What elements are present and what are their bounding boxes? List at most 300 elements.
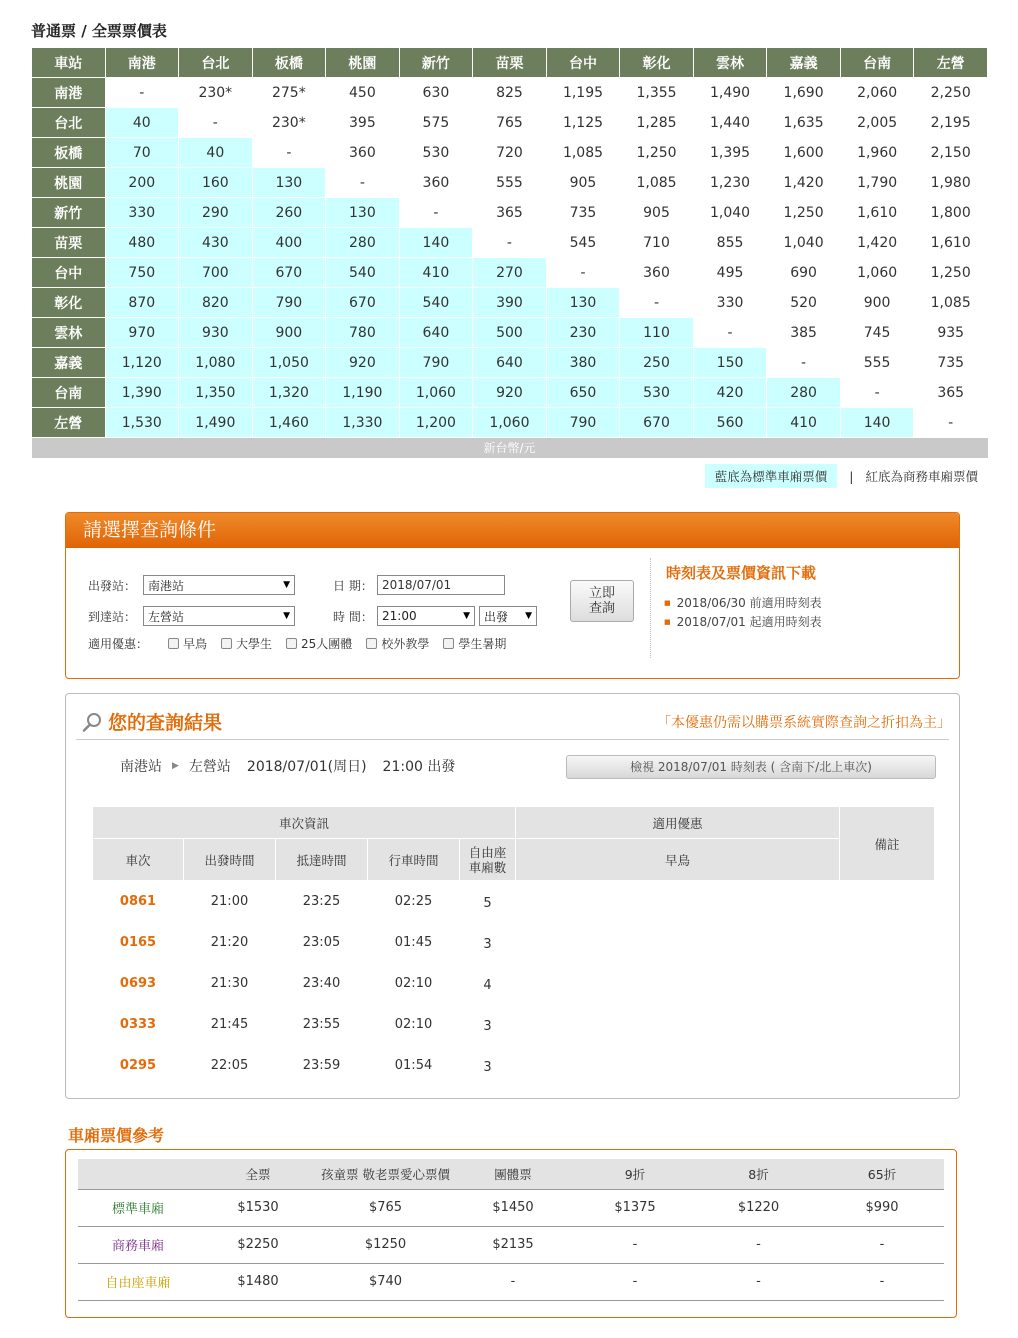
fare-cell: 905: [546, 168, 620, 198]
fare-cell: 495: [693, 258, 767, 288]
train-number[interactable]: 0693: [119, 975, 157, 991]
matrix-col-header: 桃園: [326, 48, 400, 78]
fare-cell: 1,085: [546, 138, 620, 168]
route-depart: 21:00 出發: [382, 759, 456, 775]
results-note: 「本優惠仍需以購票系統實際查詢之折扣為主」: [657, 715, 951, 731]
legend-business: 紅底為商務車廂票價: [865, 469, 978, 484]
fare-cell: 2,250: [914, 78, 988, 108]
car-fares-title: 車廂票價參考: [68, 1126, 165, 1145]
fare-cell: 260: [252, 198, 326, 228]
fare-cell: 1,195: [546, 78, 620, 108]
header-early-bird: 早鳥: [516, 839, 840, 881]
header-note: 備註: [840, 807, 935, 881]
early-bird-cell: [516, 881, 840, 922]
fare-cell: 735: [546, 198, 620, 228]
download-list: [664, 594, 822, 632]
fare-cell: 480: [105, 228, 179, 258]
car-fare-value: $2250: [198, 1226, 318, 1263]
fare-cell: -: [840, 378, 914, 408]
fare-cell: -: [179, 108, 253, 138]
results-title: [82, 708, 222, 735]
download-link[interactable]: ■ 2018/07/01 起適用時刻表: [664, 613, 822, 632]
fare-cell: 560: [693, 408, 767, 438]
car-fare-row: [78, 1226, 944, 1263]
fare-cell: 900: [840, 288, 914, 318]
car-fare-header: 團體票: [453, 1159, 573, 1189]
note-cell: [840, 881, 935, 922]
matrix-row-header: 桃園: [32, 168, 106, 198]
fare-cell: 1,420: [840, 228, 914, 258]
matrix-row-header: 板橋: [32, 138, 106, 168]
search-button[interactable]: [570, 580, 634, 622]
fare-cell: 650: [546, 378, 620, 408]
free-seat-cars: 3: [483, 936, 492, 952]
fare-cell: 1,250: [914, 258, 988, 288]
fare-cell: 1,060: [399, 378, 473, 408]
fare-cell: -: [620, 288, 694, 318]
car-fare-value: $1220: [697, 1189, 820, 1226]
car-type: 自由座車廂: [78, 1263, 198, 1300]
view-timetable-button[interactable]: 檢視 2018/07/01 時刻表 ( 含南下/北上車次): [566, 755, 936, 779]
fare-cell: 750: [105, 258, 179, 288]
discount-option[interactable]: [443, 635, 506, 652]
fare-cell: 905: [620, 198, 694, 228]
arrive-time: 23:40: [302, 975, 341, 991]
fare-cell: 540: [326, 258, 400, 288]
travel-time: 01:54: [394, 1057, 433, 1073]
fare-cell: 40: [179, 138, 253, 168]
fare-cell: 1,060: [840, 258, 914, 288]
header-arrive: 抵達時間: [276, 839, 368, 881]
discount-checkbox[interactable]: [443, 638, 454, 649]
car-fare-value: -: [573, 1263, 697, 1300]
search-button-line2: 查詢: [588, 601, 615, 616]
train-row[interactable]: [93, 881, 935, 922]
chevron-down-icon: ▼: [283, 580, 290, 590]
train-row[interactable]: [93, 1004, 935, 1045]
fare-cell: 710: [620, 228, 694, 258]
discount-option[interactable]: [221, 635, 272, 652]
divider: [76, 739, 949, 740]
chevron-down-icon: ▼: [283, 611, 290, 621]
car-type: 商務車廂: [78, 1226, 198, 1263]
fare-cell: 1,125: [546, 108, 620, 138]
to-station-value: 左營站: [148, 609, 185, 624]
fare-cell: 1,200: [399, 408, 473, 438]
fare-cell: 640: [473, 348, 547, 378]
fare-cell: 130: [252, 168, 326, 198]
fare-cell: 230*: [179, 78, 253, 108]
fare-cell: 1,390: [105, 378, 179, 408]
train-number[interactable]: 0295: [119, 1057, 157, 1073]
matrix-row-header: 左營: [32, 408, 106, 438]
fare-cell: -: [914, 408, 988, 438]
fare-cell: 640: [399, 318, 473, 348]
matrix-row-header: 彰化: [32, 288, 106, 318]
fare-cell: 630: [399, 78, 473, 108]
depart-time: 21:30: [210, 975, 249, 991]
car-fare-header: 9折: [573, 1159, 697, 1189]
matrix-col-header: 台南: [840, 48, 914, 78]
early-bird-cell: [516, 1045, 840, 1086]
free-seat-cars: 3: [483, 1059, 492, 1075]
fare-cell: 1,980: [914, 168, 988, 198]
fare-cell: -: [693, 318, 767, 348]
matrix-col-header: 嘉義: [767, 48, 841, 78]
fare-cell: 530: [620, 378, 694, 408]
date-input[interactable]: 2018/07/01: [377, 575, 505, 595]
fare-cell: 855: [693, 228, 767, 258]
note-cell: [840, 963, 935, 1004]
fare-cell: 520: [767, 288, 841, 318]
fare-cell: 700: [179, 258, 253, 288]
train-row[interactable]: [93, 963, 935, 1004]
fare-cell: -: [326, 168, 400, 198]
fare-cell: 1,490: [179, 408, 253, 438]
fare-cell: 735: [914, 348, 988, 378]
fare-cell: 430: [179, 228, 253, 258]
matrix-row-header: 嘉義: [32, 348, 106, 378]
fare-cell: 1,960: [840, 138, 914, 168]
discount-checkbox[interactable]: [286, 638, 297, 649]
matrix-col-header: 苗栗: [473, 48, 547, 78]
car-fare-row: [78, 1263, 944, 1300]
matrix-row-header: 台南: [32, 378, 106, 408]
matrix-row-header: 苗栗: [32, 228, 106, 258]
fare-cell: 270: [473, 258, 547, 288]
matrix-col-header: 彰化: [620, 48, 694, 78]
fare-cell: 360: [620, 258, 694, 288]
fare-cell: 575: [399, 108, 473, 138]
fare-cell: 1,610: [914, 228, 988, 258]
fare-cell: 555: [840, 348, 914, 378]
fare-cell: 1,120: [105, 348, 179, 378]
fare-cell: 70: [105, 138, 179, 168]
fare-cell: 365: [473, 198, 547, 228]
matrix-row: [32, 198, 988, 228]
fare-cell: 230: [546, 318, 620, 348]
fare-cell: 790: [252, 288, 326, 318]
car-fare-value: $1480: [198, 1263, 318, 1300]
direction-value: 出發: [484, 609, 509, 624]
arrive-time: 23:25: [302, 893, 341, 909]
query-panel-header: 請選擇查詢條件: [66, 513, 959, 548]
header-free-seat-line2: 車廂數: [468, 859, 507, 875]
fare-cell: 820: [179, 288, 253, 318]
matrix-header-row: [32, 48, 988, 78]
fare-cell: 935: [914, 318, 988, 348]
train-row[interactable]: [93, 922, 935, 963]
chevron-down-icon: ▼: [525, 611, 532, 621]
fare-cell: 230*: [252, 108, 326, 138]
arrive-time: 23:55: [302, 1016, 341, 1032]
fare-cell: 330: [105, 198, 179, 228]
fare-cell: 1,050: [252, 348, 326, 378]
train-row[interactable]: [93, 1045, 935, 1086]
car-fare-value: -: [453, 1263, 573, 1300]
fare-cell: -: [399, 198, 473, 228]
discount-checkbox[interactable]: [366, 638, 377, 649]
fare-cell: 720: [473, 138, 547, 168]
fare-cell: 280: [326, 228, 400, 258]
depart-time: 21:00: [210, 893, 249, 909]
matrix-row: [32, 378, 988, 408]
from-label: 出發站：: [88, 578, 137, 593]
matrix-col-header: 台中: [546, 48, 620, 78]
matrix-col-header: 左營: [914, 48, 988, 78]
header-discount: 適用優惠: [516, 807, 840, 839]
matrix-row: [32, 228, 988, 258]
car-fare-value: $765: [318, 1189, 453, 1226]
fare-cell: 420: [693, 378, 767, 408]
fare-cell: 1,250: [620, 138, 694, 168]
fare-cell: 380: [546, 348, 620, 378]
fare-cell: 280: [767, 378, 841, 408]
download-title: 時刻表及票價資訊下載: [666, 564, 817, 582]
fare-cell: 360: [399, 168, 473, 198]
matrix-row: [32, 108, 988, 138]
fare-cell: 1,320: [252, 378, 326, 408]
depart-time: 21:20: [210, 934, 249, 950]
fare-matrix: [31, 47, 988, 458]
fare-cell: 1,085: [914, 288, 988, 318]
fare-cell: 765: [473, 108, 547, 138]
car-type: 標準車廂: [78, 1189, 198, 1226]
car-fare-value: $2135: [453, 1226, 573, 1263]
currency-unit: 新台幣/元: [32, 438, 988, 458]
fare-cell: 250: [620, 348, 694, 378]
fare-cell: 385: [767, 318, 841, 348]
route-summary: [120, 756, 455, 776]
car-fare-value: $1375: [573, 1189, 697, 1226]
fare-cell: 40: [105, 108, 179, 138]
matrix-row: [32, 408, 988, 438]
fare-cell: 545: [546, 228, 620, 258]
fare-cell: 790: [546, 408, 620, 438]
fare-cell: 1,330: [326, 408, 400, 438]
fare-cell: 555: [473, 168, 547, 198]
matrix-col-header: 南港: [105, 48, 179, 78]
header-train-info: 車次資訊: [93, 807, 516, 839]
fare-cell: 275*: [252, 78, 326, 108]
depart-time: 21:45: [210, 1016, 249, 1032]
discount-option-label: 早鳥: [183, 637, 208, 651]
fare-cell: 1,530: [105, 408, 179, 438]
arrow-right-icon: ▶: [172, 761, 179, 771]
header-free-seat-line1: 自由座: [468, 844, 507, 860]
route-to: 左營站: [188, 759, 231, 775]
fare-cell: 1,350: [179, 378, 253, 408]
discount-label: 適用優惠：: [88, 637, 149, 651]
fare-cell: 365: [914, 378, 988, 408]
fare-cell: 1,060: [473, 408, 547, 438]
results-table: [92, 806, 935, 1086]
fare-cell: 360: [326, 138, 400, 168]
car-fare-value: -: [820, 1226, 944, 1263]
download-link[interactable]: ■ 2018/06/30 前適用時刻表: [664, 594, 822, 613]
time-select[interactable]: [377, 606, 475, 626]
fare-cell: 160: [179, 168, 253, 198]
matrix-col-header: 板橋: [252, 48, 326, 78]
car-fare-header: 全票: [198, 1159, 318, 1189]
fare-cell: 930: [179, 318, 253, 348]
matrix-row: [32, 258, 988, 288]
fare-cell: 1,610: [840, 198, 914, 228]
early-bird-cell: [516, 1004, 840, 1045]
car-fare-value: $1250: [318, 1226, 453, 1263]
fare-cell: 670: [620, 408, 694, 438]
legend-standard: 藍底為標準車廂票價: [705, 464, 838, 488]
fare-cell: -: [767, 348, 841, 378]
fare-cell: 1,395: [693, 138, 767, 168]
fare-cell: 140: [399, 228, 473, 258]
fare-cell: 900: [252, 318, 326, 348]
discount-option[interactable]: [286, 635, 352, 652]
depart-time: 22:05: [210, 1057, 249, 1073]
car-fares-panel: [65, 1149, 957, 1318]
travel-time: 02:25: [394, 893, 433, 909]
fare-cell: 290: [179, 198, 253, 228]
discount-option-label: 學生暑期: [458, 637, 507, 651]
fare-cell: 1,420: [767, 168, 841, 198]
fare-cell: 410: [399, 258, 473, 288]
fare-cell: 1,460: [252, 408, 326, 438]
note-cell: [840, 1004, 935, 1045]
free-seat-cars: 4: [483, 977, 492, 993]
matrix-col-header: 台北: [179, 48, 253, 78]
route-date: 2018/07/01(周日): [246, 759, 367, 775]
fare-cell: 690: [767, 258, 841, 288]
direction-select[interactable]: [479, 606, 537, 626]
fare-cell: 780: [326, 318, 400, 348]
discount-option-label: 25人團體: [301, 637, 353, 651]
train-number[interactable]: 0333: [119, 1016, 157, 1032]
fare-cell: -: [473, 228, 547, 258]
car-fare-header: 孩童票 敬老票愛心票價: [318, 1159, 453, 1189]
chevron-down-icon: ▼: [463, 611, 470, 621]
fare-cell: -: [105, 78, 179, 108]
legend-separator: |: [849, 468, 854, 484]
matrix-row-header: 南港: [32, 78, 106, 108]
matrix-col-header: 雲林: [693, 48, 767, 78]
discount-checkbox[interactable]: [168, 638, 179, 649]
fare-cell: 1,190: [326, 378, 400, 408]
note-cell: [840, 1045, 935, 1086]
fare-cell: 2,195: [914, 108, 988, 138]
fare-cell: 330: [693, 288, 767, 318]
divider: [650, 558, 651, 658]
car-fares-table: [78, 1159, 944, 1301]
discount-checkbox[interactable]: [221, 638, 232, 649]
travel-time: 01:45: [394, 934, 433, 950]
fare-cell: 2,060: [840, 78, 914, 108]
fare-cell: 1,790: [840, 168, 914, 198]
discount-option-label: 校外教學: [381, 637, 430, 651]
fare-cell: 970: [105, 318, 179, 348]
header-depart: 出發時間: [184, 839, 276, 881]
matrix-row: [32, 348, 988, 378]
fare-cell: 540: [399, 288, 473, 318]
fare-cell: 530: [399, 138, 473, 168]
free-seat-cars: 3: [483, 1018, 492, 1034]
car-fare-value: -: [573, 1226, 697, 1263]
fare-cell: 130: [546, 288, 620, 318]
car-fare-value: -: [697, 1263, 820, 1300]
date-label: 日 期：: [333, 578, 373, 593]
fare-cell: 2,150: [914, 138, 988, 168]
results-panel: [65, 693, 960, 1099]
fare-cell: 200: [105, 168, 179, 198]
car-fare-header: 65折: [820, 1159, 944, 1189]
search-icon: [82, 712, 102, 732]
fare-cell: 920: [326, 348, 400, 378]
note-cell: [840, 922, 935, 963]
discount-option[interactable]: [366, 635, 429, 652]
fare-cell: 790: [399, 348, 473, 378]
fare-cell: 1,355: [620, 78, 694, 108]
matrix-row: [32, 168, 988, 198]
fare-cell: 670: [252, 258, 326, 288]
arrive-time: 23:59: [302, 1057, 341, 1073]
fare-cell: 870: [105, 288, 179, 318]
fare-cell: 400: [252, 228, 326, 258]
header-train-no: 車次: [93, 839, 184, 881]
car-fare-row: [78, 1189, 944, 1226]
car-fare-value: -: [820, 1263, 944, 1300]
car-fare-value: -: [697, 1226, 820, 1263]
fare-cell: 1,230: [693, 168, 767, 198]
fare-table-title: 普通票 / 全票票價表: [31, 22, 167, 40]
fare-cell: 410: [767, 408, 841, 438]
fare-cell: 1,600: [767, 138, 841, 168]
fare-cell: 110: [620, 318, 694, 348]
header-free-seat: [460, 839, 516, 881]
from-station-value: 南港站: [148, 578, 185, 593]
matrix-row: [32, 138, 988, 168]
arrive-time: 23:05: [302, 934, 341, 950]
fare-cell: 1,040: [767, 228, 841, 258]
from-station-select[interactable]: [143, 575, 295, 595]
to-station-select[interactable]: [143, 606, 295, 626]
fare-cell: 1,250: [767, 198, 841, 228]
matrix-row-header: 新竹: [32, 198, 106, 228]
car-fare-header: 8折: [697, 1159, 820, 1189]
fare-legend: [705, 465, 978, 487]
car-fare-value: $990: [820, 1189, 944, 1226]
fare-cell: 1,040: [693, 198, 767, 228]
fare-cell: 450: [326, 78, 400, 108]
travel-time: 02:10: [394, 975, 433, 991]
time-label: 時 間：: [333, 609, 373, 624]
fare-cell: -: [546, 258, 620, 288]
fare-cell: 1,440: [693, 108, 767, 138]
free-seat-cars: 5: [483, 895, 492, 911]
car-fare-value: $1450: [453, 1189, 573, 1226]
results-title-text: 您的查詢結果: [108, 712, 223, 734]
train-number[interactable]: 0165: [119, 934, 157, 950]
matrix-col-header: 新竹: [399, 48, 473, 78]
header-duration: 行車時間: [368, 839, 460, 881]
discount-option[interactable]: [168, 635, 207, 652]
matrix-row: [32, 318, 988, 348]
train-number[interactable]: 0861: [119, 893, 157, 909]
fare-cell: 395: [326, 108, 400, 138]
fare-cell: 1,635: [767, 108, 841, 138]
travel-time: 02:10: [394, 1016, 433, 1032]
car-fare-value: $1530: [198, 1189, 318, 1226]
matrix-corner: 車站: [32, 48, 106, 78]
time-value: 21:00: [382, 609, 417, 623]
